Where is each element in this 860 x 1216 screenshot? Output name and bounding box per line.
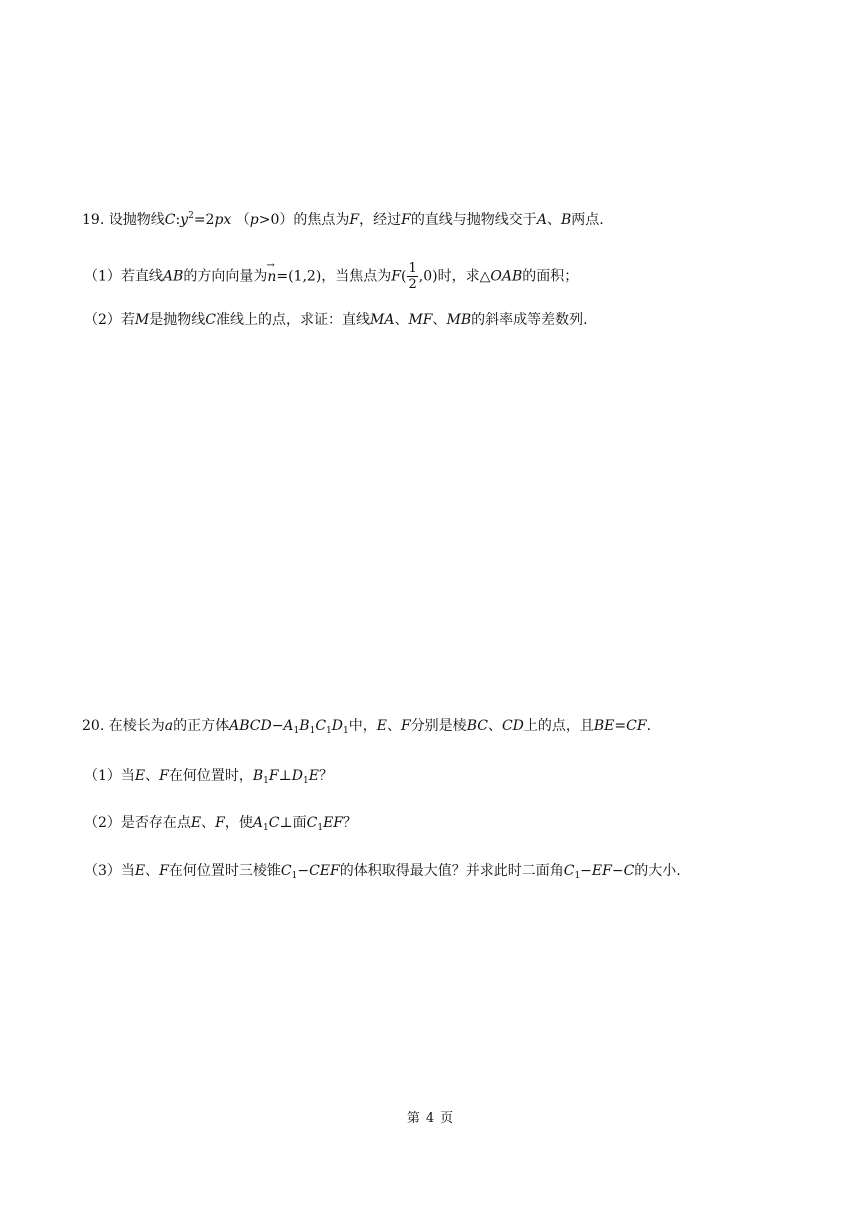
text-segment: 在何位置时，: [168, 768, 253, 784]
math-symbol: F: [215, 815, 225, 831]
text-segment: 、: [145, 768, 160, 784]
question-19-part-1: [84, 261, 578, 292]
text-segment: 第: [406, 1111, 420, 1126]
text-segment: 1: [263, 776, 269, 786]
fraction-one-half: [407, 261, 417, 292]
text-segment: −: [580, 863, 592, 879]
text-segment: （: [235, 212, 250, 228]
text-segment: （1）当: [84, 768, 135, 784]
text-segment: 1: [317, 823, 324, 833]
text-segment: =2: [193, 212, 215, 228]
text-segment: ？: [319, 768, 333, 784]
question-19-part-2: [84, 310, 588, 330]
math-symbol: E: [134, 863, 146, 879]
text-segment: 1: [263, 823, 269, 833]
math-symbol: OAB: [490, 268, 523, 285]
text-segment: （2）是否存在点: [84, 815, 191, 831]
text-segment: 、: [546, 212, 561, 228]
text-segment: 中，: [348, 718, 377, 734]
math-symbol: C: [205, 312, 216, 328]
math-symbol: F: [159, 863, 169, 879]
math-symbol: B: [252, 768, 264, 784]
text-segment: （1）若直线: [84, 268, 163, 285]
math-symbol: A: [536, 212, 547, 228]
text-segment: =: [614, 718, 627, 734]
page-footer: [0, 1110, 860, 1128]
math-symbol: ABCD: [229, 718, 272, 734]
math-symbol: B: [299, 718, 310, 734]
text-segment: 是抛物线: [149, 312, 206, 328]
text-segment: 1: [574, 871, 581, 881]
text-segment: 准线上的点，求证：直线: [215, 312, 370, 328]
text-segment: −: [297, 863, 310, 879]
math-symbol: F: [391, 268, 401, 285]
text-segment: 1: [326, 726, 332, 736]
text-segment: ？: [343, 815, 358, 831]
math-symbol: F: [268, 768, 279, 784]
math-symbol: CD: [501, 718, 524, 734]
text-segment: ⊥: [278, 768, 292, 784]
text-segment: 的直线与抛物线交于: [410, 212, 537, 228]
math-symbol: BC: [466, 718, 488, 734]
text-segment: 、: [432, 312, 447, 328]
math-symbol: F: [401, 212, 411, 228]
math-symbol: C: [306, 815, 318, 831]
math-symbol: C: [268, 815, 280, 831]
text-segment: ）的焦点为: [279, 212, 350, 228]
text-segment: 的大小.: [634, 863, 681, 879]
math-symbol: MF: [408, 312, 433, 328]
text-segment: ，使: [224, 815, 253, 831]
math-symbol: A: [252, 815, 263, 831]
math-symbol: E: [190, 815, 202, 831]
text-segment: 的体积取得最大值？并求此时二面角: [339, 863, 564, 879]
math-symbol: C: [280, 863, 292, 879]
text-segment: (: [401, 268, 407, 285]
text-segment: 1: [303, 776, 309, 786]
text-segment: 1: [309, 726, 316, 736]
question-19-stem: [82, 206, 604, 230]
math-symbol: E: [134, 768, 146, 784]
math-symbol: MA: [369, 312, 395, 328]
math-symbol: F: [349, 212, 360, 228]
math-symbol: a: [164, 718, 174, 734]
math-symbol: C: [563, 863, 575, 879]
text-segment: （3）当: [84, 863, 135, 879]
text-segment: ，经过: [359, 212, 402, 228]
text-segment: 、: [394, 312, 409, 328]
math-symbol: F: [159, 768, 169, 784]
text-segment: ，当焦点为: [321, 268, 392, 285]
text-segment: 的面积；: [522, 268, 579, 285]
text-segment: =(1,2): [276, 268, 322, 285]
text-segment: 、: [386, 718, 401, 734]
math-symbol: E: [308, 768, 319, 784]
math-symbol: MB: [446, 312, 472, 328]
math-symbol: BE: [593, 718, 615, 734]
text-segment: 两点.: [571, 212, 604, 228]
text-segment: 在何位置时三棱锥: [168, 863, 281, 879]
text-segment: 2: [408, 277, 417, 292]
text-segment: 、: [145, 863, 160, 879]
text-segment: .: [646, 718, 652, 734]
math-symbol: AB: [162, 268, 184, 285]
question-number: 19.: [82, 212, 105, 228]
text-segment: 1: [293, 726, 300, 736]
text-segment: 的方向向量为: [183, 268, 268, 285]
text-segment: ⊥面: [279, 815, 307, 831]
math-symbol: CEF: [309, 863, 340, 879]
text-segment: 、: [487, 718, 502, 734]
math-symbol: p: [249, 212, 259, 228]
text-segment: （2）若: [84, 312, 135, 328]
math-symbol: px: [214, 212, 232, 228]
text-segment: ,0): [418, 268, 438, 285]
question-20-part-1: [84, 766, 333, 791]
math-symbol: CF: [626, 718, 647, 734]
math-symbol: F: [400, 718, 411, 734]
vector-n: → n: [267, 267, 276, 287]
question-20-part-2: [84, 813, 357, 838]
math-symbol: EF: [591, 863, 612, 879]
text-segment: 分别是棱: [410, 718, 467, 734]
text-segment: 在棱长为: [108, 718, 165, 734]
text-segment: 设抛物线: [108, 212, 165, 228]
math-symbol: M: [134, 312, 150, 328]
math-symbol: A: [283, 718, 294, 734]
math-symbol: D: [331, 718, 343, 734]
text-segment: −: [271, 718, 284, 734]
math-symbol: C: [164, 212, 176, 228]
text-segment: 的斜率成等差数列.: [471, 312, 588, 328]
text-segment: 时，求△: [437, 268, 491, 285]
text-segment: 、: [201, 815, 216, 831]
text-segment: 1: [343, 726, 349, 736]
text-segment: 页: [440, 1111, 454, 1126]
math-symbol: E: [376, 718, 387, 734]
math-symbol: C: [315, 718, 327, 734]
question-20-stem: [82, 716, 651, 741]
text-segment: 1: [408, 261, 417, 276]
question-20-part-3: [84, 861, 681, 886]
math-symbol: C: [623, 863, 635, 879]
math-symbol: EF: [323, 815, 344, 831]
text-segment: 2: [188, 211, 194, 221]
math-symbol: y: [180, 212, 189, 228]
page-number: 4: [425, 1111, 435, 1126]
text-segment: 1: [291, 871, 298, 881]
text-segment: 上的点，且: [523, 718, 594, 734]
question-number: 20.: [82, 718, 105, 734]
math-symbol: D: [291, 768, 304, 784]
text-segment: −: [611, 863, 624, 879]
text-segment: >0: [258, 212, 280, 228]
math-symbol: B: [560, 212, 572, 228]
text-segment: 的正方体: [173, 718, 230, 734]
text-segment: :: [175, 212, 181, 228]
